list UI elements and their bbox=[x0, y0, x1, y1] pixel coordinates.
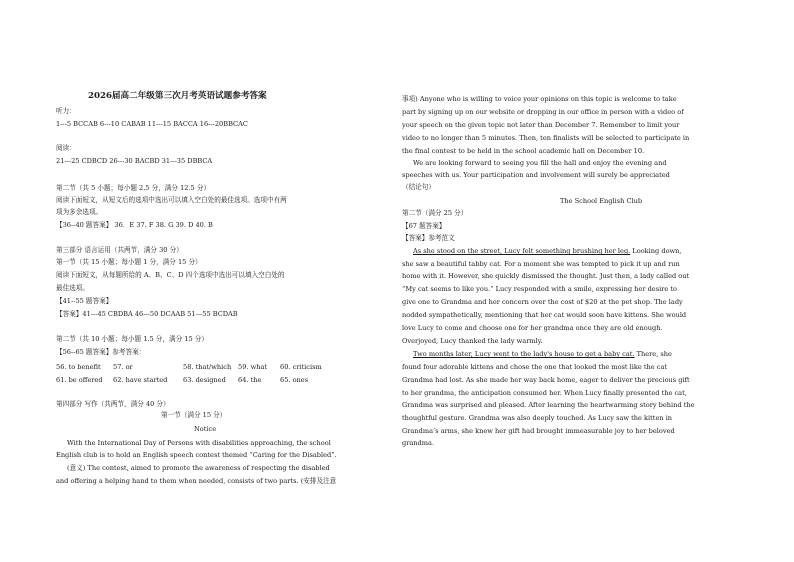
story-line: love Lucy to come and choose one for her grandma once they are old enough. bbox=[402, 324, 663, 332]
part3-instruction-cont: 最佳选项。 bbox=[56, 284, 89, 292]
q67-label: 【67 题答案】 bbox=[402, 222, 446, 230]
story-text: Looking down, bbox=[630, 247, 682, 255]
fill-answer: 62. have started bbox=[113, 376, 168, 384]
part4-section1: 第一节（满分 15 分） bbox=[161, 411, 227, 419]
notice-line: the final contest to be held in the school academic hall on December 10. bbox=[402, 147, 645, 155]
essay-line: English club is to hold an English speech contest themed “Caring for the Disabled”. bbox=[56, 451, 337, 459]
notice-line: （结论句） bbox=[402, 183, 435, 191]
essay-line: (意义) The contest, aimed to promote the awareness of respecting the disabled bbox=[67, 464, 330, 472]
section2-answer: 【36--40 题答案】 36．E 37. F 38. G 39. D 40. B bbox=[56, 221, 213, 229]
notice-line: We are looking forward to seeing you fill the hall and enjoy the evening and bbox=[413, 159, 667, 167]
story-line bbox=[413, 246, 682, 257]
story-line: Grandma was surprised and pleased. After learning the heartwarming story behind the bbox=[402, 401, 695, 409]
listening-heading: 听力： bbox=[56, 107, 76, 115]
story-line: grandma. bbox=[402, 439, 435, 447]
section2-heading: 第二节（共 5 小题；每小题 2.5 分，满分 12.5 分） bbox=[56, 184, 211, 192]
q67-reference: 【答案】参考范文 bbox=[402, 234, 455, 242]
part4-heading: 第四部分 写作（共两节，满分 40 分） bbox=[56, 400, 170, 408]
essay-line: and offering a helping hand to them when needed, consists of two parts. (安排及注意 bbox=[56, 477, 337, 485]
part3-section2-label: 【56--65 题答案】参考答案： bbox=[56, 348, 146, 356]
part3-answer: 【答案】41---45 CBDBA 46---50 DCAAB 51---55 BCDAB bbox=[56, 310, 238, 318]
story-line: give one to Grandma and her concern over the cost of $20 at the pet shop. The lady bbox=[402, 298, 683, 306]
story-second-opening-sentence: Two months later, Lucy went to the lady's house to get a baby cat. bbox=[413, 350, 635, 358]
story-line bbox=[413, 349, 672, 360]
fill-answer: 64. the bbox=[238, 376, 262, 384]
essay-line: With the International Day of Persons with disabilities approaching, the school bbox=[67, 439, 331, 447]
story-line: nodded sympathetically, mentioning that her cat would soon have kittens. She would bbox=[402, 311, 687, 319]
part3-heading: 第三部分 语言运用（共两节，满分 30 分） bbox=[56, 246, 183, 254]
notice-line: 事项) Anyone who is willing to voice your opinions on this topic is welcome to take bbox=[402, 95, 677, 103]
notice-title: Notice bbox=[194, 425, 217, 433]
reading-heading: 阅读： bbox=[56, 144, 76, 152]
fill-answer: 61. be offered bbox=[56, 376, 103, 384]
story-opening-sentence: As she stood on the street, Lucy felt something brushing her leg. bbox=[413, 247, 631, 255]
part3-section1: 第一节（共 15 小题；每小题 1 分，满分 15 分） bbox=[56, 258, 202, 266]
part3-instruction: 阅读下面短文，从每题所给的 A、B、C、D 四个选项中选出可以填入空白处的 bbox=[56, 271, 285, 279]
fill-answer: 65. ones bbox=[280, 376, 309, 384]
story-line: found four adorable kittens and chose the one that looked the most like the cat bbox=[402, 363, 668, 371]
notice-line: video to no longer than 5 minutes. Then, ten finalists will be selected to participate in bbox=[402, 134, 690, 142]
story-line: “My cat seems to like you.” Lucy responded with a smile, expressing her desire to bbox=[402, 285, 677, 293]
story-line: she saw a beautiful tabby cat. For a moment she was tempted to pick it up and run bbox=[402, 260, 680, 268]
part3-section2: 第二节（共 10 小题；每小题 1.5 分，满分 15 分） bbox=[56, 335, 208, 343]
listening-answers: 1---5 BCCAB 6---10 CABAB 11---15 BACCA 16---20BBCAC bbox=[56, 120, 248, 128]
fill-answer: 58. that/which bbox=[183, 363, 232, 371]
story-text: There, she bbox=[634, 350, 672, 358]
story-line: to her grandma, the anticipation consumed her. When Lucy finally presented the cat, bbox=[402, 389, 687, 397]
part3-label: 【41--55 题答案】 bbox=[56, 297, 113, 305]
story-line: thoughtful gesture. Grandma was also deeply touched. As Lucy saw the kitten in bbox=[402, 414, 673, 422]
story-line: Overjoyed, Lucy thanked the lady warmly. bbox=[402, 337, 543, 345]
signature: The School English Club bbox=[560, 197, 643, 205]
notice-line: speeches with us. Your participation and involvement will surely be appreciated bbox=[402, 171, 670, 179]
fill-answer: 63. designed bbox=[183, 376, 226, 384]
section2-instruction: 阅读下面短文，从短文后的选项中选出可以填入空白处的最佳选项。选项中有两 bbox=[56, 196, 287, 204]
notice-line: part by signing up on our website or dropping in our office in person with a video of bbox=[402, 108, 684, 116]
fill-answer: 56. to benefit bbox=[56, 363, 101, 371]
story-line: home with it. However, she quickly dismissed the thought. Just then, a lady called out bbox=[402, 272, 690, 280]
section2-instruction-cont: 项为多余选项。 bbox=[56, 208, 103, 216]
section2-heading: 第二节（满分 25 分） bbox=[402, 209, 468, 217]
notice-line: your speech on the given topic not later than December 7. Remember to limit your bbox=[402, 121, 680, 129]
fill-answer: 60. criticism bbox=[280, 363, 322, 371]
story-line: Grandma’s arms, she knew her gift had brought immeasurable joy to her beloved bbox=[402, 427, 675, 435]
fill-answer: 59. what bbox=[238, 363, 268, 371]
story-line: Grandma had lost. As she made her way back home, eager to deliver the precious gift bbox=[402, 376, 690, 384]
fill-answer: 57. or bbox=[113, 363, 133, 371]
reading-answers: 21---25 CDBCD 26---30 BACBD 31---35 DBBCA bbox=[56, 157, 213, 165]
document-title: 2026届高二年级第三次月考英语试题参考答案 bbox=[88, 91, 267, 101]
